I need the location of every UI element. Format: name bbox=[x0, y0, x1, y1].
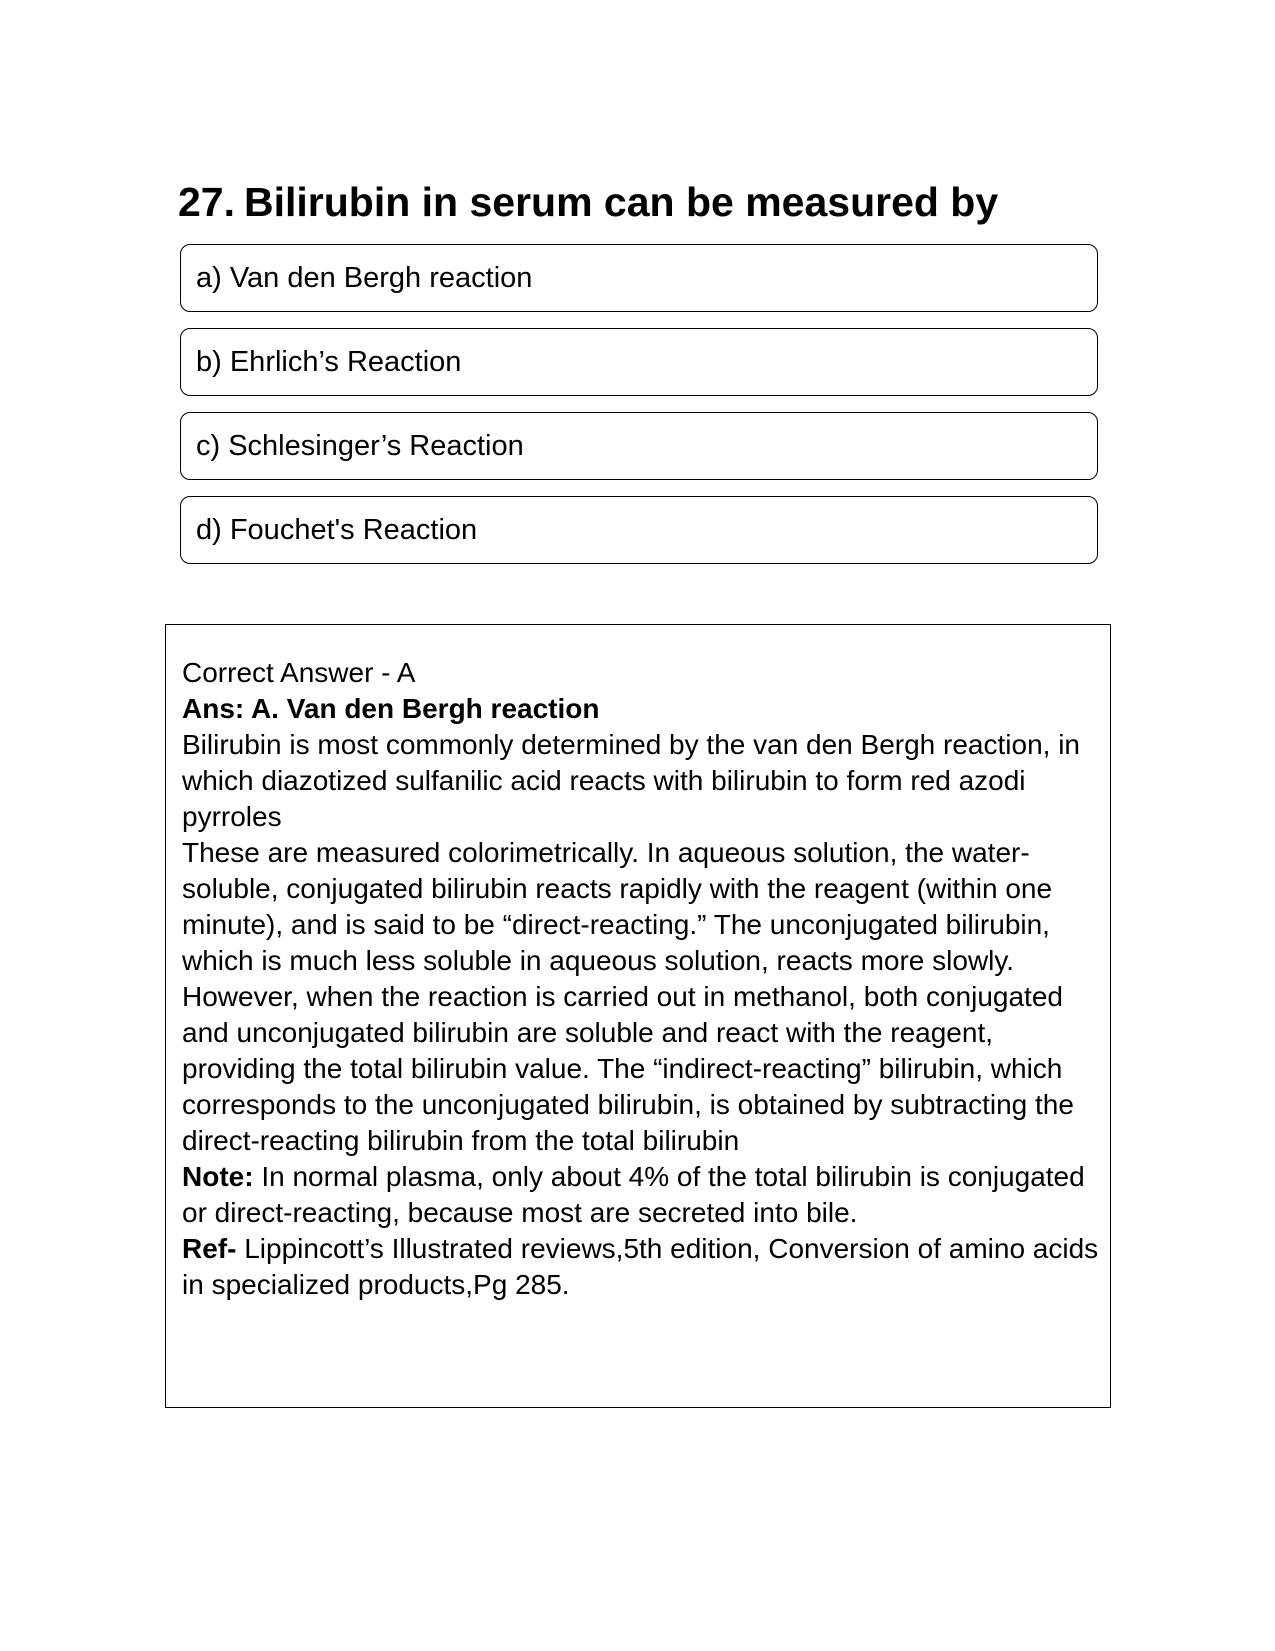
reference-label: Ref- bbox=[182, 1233, 237, 1264]
explanation-paragraph-1: Bilirubin is most commonly determined by the van den Bergh reaction, in which diazotized sulfanilic acid reacts with bilirubin to form red azodi pyrroles bbox=[182, 729, 1080, 832]
note-paragraph bbox=[182, 1159, 1100, 1231]
option-a[interactable]: a) Van den Bergh reaction bbox=[180, 244, 1098, 312]
option-b[interactable]: b) Ehrlich’s Reaction bbox=[180, 328, 1098, 396]
correct-answer-line: Correct Answer - A bbox=[182, 657, 416, 688]
answer-heading: Ans: A. Van den Bergh reaction bbox=[182, 693, 600, 724]
note-text: In normal plasma, only about 4% of the total bilirubin is conjugated or direct-reacting, because most are secreted into bile. bbox=[182, 1161, 1085, 1228]
option-c[interactable]: c) Schlesinger’s Reaction bbox=[180, 412, 1098, 480]
question-heading bbox=[178, 176, 998, 228]
question-text: Bilirubin in serum can be measured by bbox=[244, 179, 999, 225]
question-number: 27. bbox=[178, 179, 235, 225]
reference-paragraph bbox=[182, 1231, 1100, 1303]
options-list bbox=[180, 244, 1098, 580]
explanation-paragraph-3: However, when the reaction is carried out in methanol, both conjugated and unconjugated bilirubin are soluble and react with the reagent, providing the total bilirubin value. The “indirect-reacting” bilirubin, which corresponds to the unconjugated bilirubin, is obtained by subtracting the direct-reacting bilirubin from the total bilirubin bbox=[182, 981, 1074, 1156]
answer-explanation-box bbox=[165, 624, 1111, 1408]
note-label: Note: bbox=[182, 1161, 254, 1192]
option-d[interactable]: d) Fouchet's Reaction bbox=[180, 496, 1098, 564]
explanation-paragraph-2: These are measured colorimetrically. In aqueous solution, the water-soluble, conjugated bilirubin reacts rapidly with the reagent (within one minute), and is said to be “direct-reacting.” The unconjugated bilirubin, which is much less soluble in aqueous solution, reacts more slowly. bbox=[182, 837, 1053, 976]
reference-text: Lippincott’s Illustrated reviews,5th edition, Conversion of amino acids in specialized products,Pg 285. bbox=[182, 1233, 1099, 1300]
